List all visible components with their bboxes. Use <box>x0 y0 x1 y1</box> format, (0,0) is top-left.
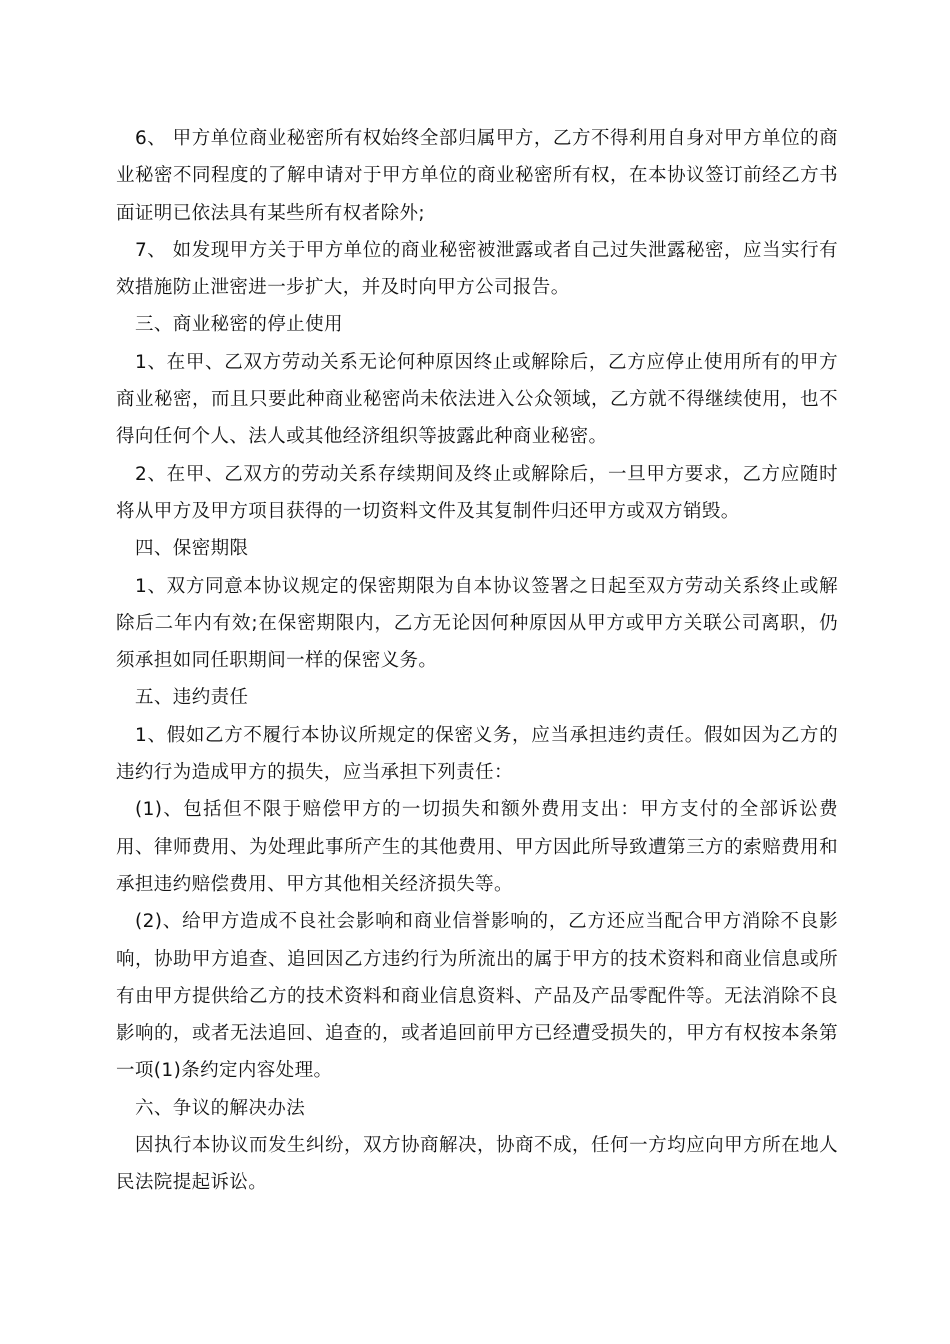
section-heading-stop-use: 三、商业秘密的停止使用 <box>135 314 343 336</box>
document-body <box>116 120 838 1202</box>
section-heading-confidentiality-period: 四、保密期限 <box>135 538 249 560</box>
clause-6-paragraph: 6、 甲方单位商业秘密所有权始终全部归属甲方，乙方不得利用自身对甲方单位的商业秘密不同程度的了解申请对于甲方单位的商业秘密所有权，在本协议签订前经乙方书面证明已依法具有某些所有权者除外; <box>116 128 838 224</box>
dispute-resolution-paragraph: 因执行本协议而发生纠纷，双方协商解决，协商不成，任何一方均应向甲方所在地人民法院提起诉讼。 <box>116 1135 838 1194</box>
section-heading-dispute-resolution: 六、争议的解决办法 <box>135 1097 306 1119</box>
liability-item-2: (2)、给甲方造成不良社会影响和商业信誉影响的，乙方还应当配合甲方消除不良影响，协助甲方追查、追回因乙方违约行为所流出的属于甲方的技术资料和商业信息或所有由甲方提供给乙方的技术资料和商业信息资料、产品及产品零配件等。无法消除不良影响的，或者无法追回、追查的，或者追回前甲方已经遭受损失的，甲方有权按本条第一项(1)条约定内容处理。 <box>116 911 838 1082</box>
stop-use-clause-1: 1、在甲、乙双方劳动关系无论何种原因终止或解除后，乙方应停止使用所有的甲方商业秘密，而且只要此种商业秘密尚未依法进入公众领域，乙方就不得继续使用，也不得向任何个人、法人或其他经济组织等披露此种商业秘密。 <box>116 351 838 448</box>
liability-clause-1: 1、假如乙方不履行本协议所规定的保密义务，应当承担违约责任。假如因为乙方的违约行为造成甲方的损失，应当承担下列责任： <box>116 724 838 784</box>
clause-7-paragraph: 7、 如发现甲方关于甲方单位的商业秘密被泄露或者自己过失泄露秘密，应当实行有效措施防止泄密进一步扩大，并及时向甲方公司报告。 <box>116 239 838 299</box>
liability-item-1: (1)、包括但不限于赔偿甲方的一切损失和额外费用支出：甲方支付的全部诉讼费用、律师费用、为处理此事所产生的其他费用、甲方因此所导致遭第三方的索赔费用和承担违约赔偿费用、甲方其他相关经济损失等。 <box>116 799 838 895</box>
section-heading-liability: 五、违约责任 <box>135 687 249 709</box>
confidentiality-period-clause-1: 1、双方同意本协议规定的保密期限为自本协议签署之日起至双方劳动关系终止或解除后二年内有效;在保密期限内，乙方无论因何种原因从甲方或甲方关联公司离职，仍须承担如同任职期间一样的保密义务。 <box>116 575 838 672</box>
stop-use-clause-2: 2、在甲、乙双方的劳动关系存续期间及终止或解除后，一旦甲方要求，乙方应随时将从甲方及甲方项目获得的一切资料文件及其复制件归还甲方或双方销毁。 <box>116 463 838 522</box>
